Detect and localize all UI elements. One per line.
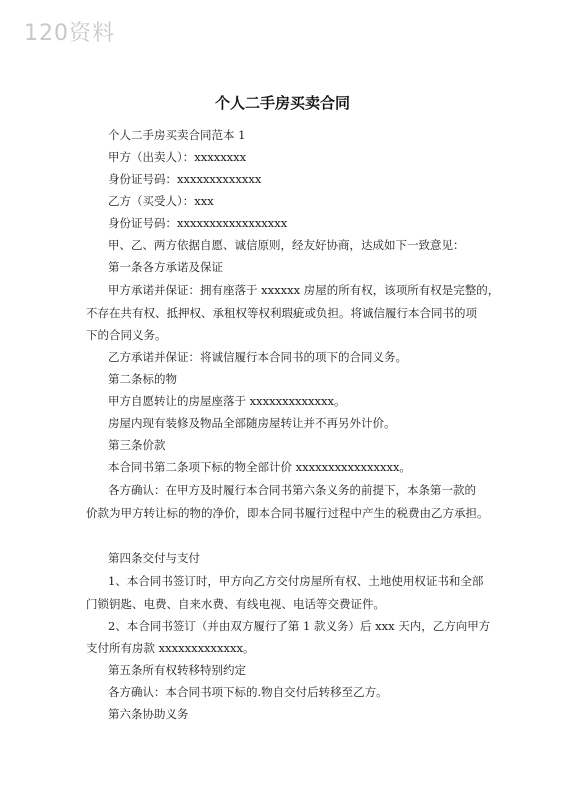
paragraph-line: 各方确认：本合同书项下标的.物自交付后转移至乙方。 [108,685,388,699]
paragraph-line: 支付所有房款 xxxxxxxxxxxxx。 [86,641,255,655]
section-heading: 第三条价款 [108,438,166,452]
paragraph-line: 身份证号码：xxxxxxxxxxxxxxxxx [108,216,288,230]
paragraph-line: 甲方承诺并保证：拥有座落于 xxxxxx 房屋的所有权，该项所有权是完整的， [108,283,500,297]
paragraph-line: 下的合同义务。 [86,328,167,342]
paragraph-line: 甲方（出卖人）：xxxxxxxx [108,150,247,164]
paragraph-line: 不存在共有权、抵押权、承租权等权利瑕疵或负担。将诚信履行本合同书的项 [86,306,477,320]
paragraph-line: 门锁钥匙、电费、自来水费、有线电视、电话等交费证件。 [86,597,385,611]
paragraph-line: 价款为甲方转让标的物的净价，即本合同书履行过程中产生的税费由乙方承担。 [86,506,489,520]
paragraph-line: 各方确认：在甲方及时履行本合同书第六条义务的前提下，本条第一款的 [108,483,476,497]
paragraph-line: 乙方承诺并保证：将诚信履行本合同书的项下的合同义务。 [108,350,407,364]
paragraph-line: 身份证号码：xxxxxxxxxxxxx [108,172,262,186]
section-heading: 第五条所有权转移特别约定 [108,663,246,677]
paragraph-line: 甲、乙、两方依据自愿、诚信原则，经友好协商，达成如下一致意见： [108,238,465,252]
paragraph-line: 个人二手房买卖合同范本 1 [108,128,246,142]
watermark-logo: 120资料 [24,21,115,46]
paragraph-line: 本合同书第二条项下标的物全部计价 xxxxxxxxxxxxxxxx。 [108,460,411,474]
paragraph-line: 2、本合同书签订（并由双方履行了第 1 款义务）后 xxx 天内，乙方向甲方 [108,619,491,633]
section-heading: 第二条标的物 [108,372,177,386]
paragraph-line: 房屋内现有装修及物品全部随房屋转让并不再另外计价。 [108,416,396,430]
section-heading: 第一条各方承诺及保证 [108,260,223,274]
paragraph-line: 甲方自愿转让的房屋座落于 xxxxxxxxxxxxx。 [108,394,346,408]
section-heading: 第四条交付与支付 [108,551,200,565]
document-title: 个人二手房买卖合同 [214,94,350,112]
paragraph-line: 1、本合同书签订时，甲方向乙方交付房屋所有权、土地使用权证书和全部 [108,574,484,588]
section-heading: 第六条协助义务 [108,707,189,721]
paragraph-line: 乙方（买受人）：xxx [108,194,214,208]
